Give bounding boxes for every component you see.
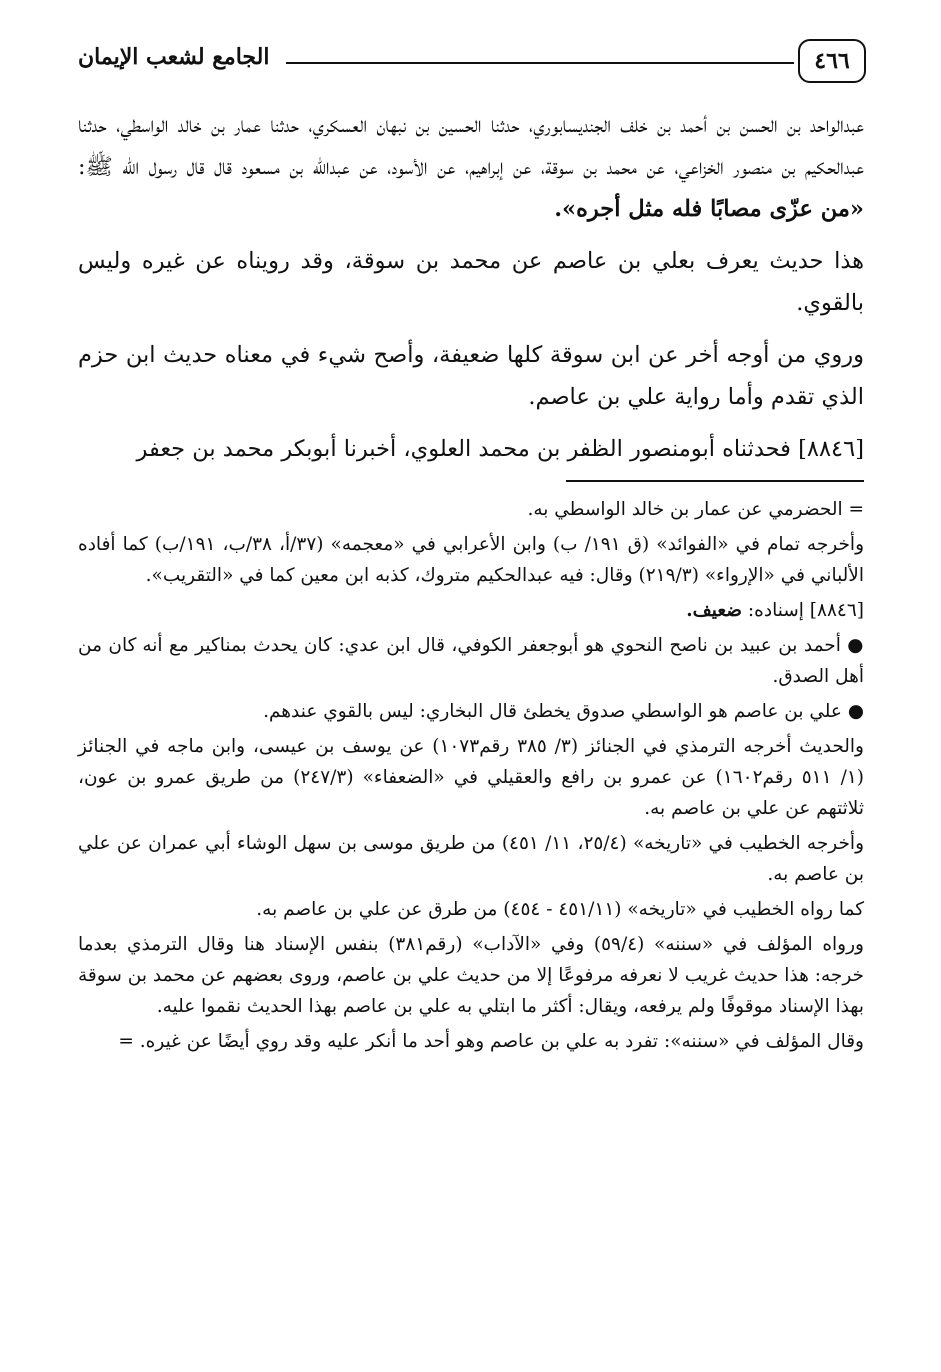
paragraph-3 <box>78 334 864 418</box>
note-2 <box>78 529 864 591</box>
note-6-line1: والحديث أخرجه الترمذي في الجنائز (٣/ ٣٨٥ رقم١٠٧٣) عن يوسف بن عيسى، وابن ماجه <box>167 736 864 757</box>
para4-line1: [٨٨٤٦] فحدثناه أبومنصور الظفر بن محمد العلوي، أخبرنا أبوبكر محمد بن جعفر <box>136 436 864 462</box>
note-7-line2: عمران عن علي بن عاصم به. <box>78 833 864 885</box>
para1-line4-prefix: الله ﷺ: <box>78 154 140 180</box>
page-header <box>78 32 864 90</box>
paragraph-4 <box>78 428 864 470</box>
note-9-line1: ورواه المؤلف في «سننه» (٥٩/٤) وفي «الآداب» (رقم٣٨١) بنفس الإسناد هنا وقال الترمذي <box>127 934 864 955</box>
book-title: الجامع لشعب الإيمان <box>78 44 270 70</box>
main-text <box>78 104 864 470</box>
note-2-line3: معين كما في «التقريب». <box>145 565 339 586</box>
note-6 <box>78 731 864 824</box>
hadith-quote: «من عزّى مصابًا فله مثل أجره». <box>554 196 864 222</box>
note-7 <box>78 828 864 890</box>
para1-line3: عن محمد بن سوقة، عن إبراهيم، عن الأسود، عن عبدالله بن مسعود قال قال رسول <box>148 154 665 180</box>
note-3 <box>78 595 864 626</box>
footnotes <box>78 494 864 1057</box>
page-number: ٤٦٦ <box>814 48 850 74</box>
note-4-line1: ● أحمد بن عبيد بن ناصح النحوي هو أبوجعفر الكوفي، قال ابن عدي: كان يحدث بمناكير مع <box>168 635 864 656</box>
note-9 <box>78 929 864 1022</box>
para3-line1: وروي من أوجه أخر عن ابن سوقة كلها ضعيفة، وأصح شيء في معناه حديث <box>163 342 864 368</box>
note-4 <box>78 630 864 692</box>
document-page <box>78 32 864 1352</box>
note-3-label: [٨٨٤٦] إسناده: <box>747 600 864 621</box>
note-6-line2: في الجنائز (١/ ٥١١ رقم١٦٠٢) عن عمرو بن رافع والعقيلي في «الضعفاء» (٢٤٧/٣) من <box>78 736 864 788</box>
note-6-line3: طريق عمرو بن عون، ثلاثتهم عن علي بن عاصم به. <box>78 767 864 819</box>
header-rule <box>286 62 794 64</box>
para2-line2: وليس بالقوي. <box>78 248 864 316</box>
note-5: ● علي بن عاصم هو الواسطي صدوق يخطئ قال البخاري: ليس بالقوي عندهم. <box>263 701 864 722</box>
note-3-value: ضعيف. <box>686 600 743 621</box>
note-7-line1: وأخرجه الخطيب في «تاريخه» (٢٥/٤، ١١/ ٤٥١) من طريق موسى بن سهل الوشاء أبي <box>205 833 865 854</box>
para1-line1: عبدالواحد بن الحسن بن أحمد بن خلف الجنديسابوري، حدثنا الحسين بن نبهان <box>376 112 865 138</box>
note-9-line2: بعدما خرجه: هذا حديث غريب لا نعرفه مرفوعًا إلا من حديث علي بن عاصم، وروى <box>78 934 864 986</box>
note-10: وقال المؤلف في «سننه»: تفرد به علي بن عاصم وهو أحد ما أنكر عليه وقد روي أيضًا عن غيره. = <box>118 1031 864 1052</box>
para1-line2: العسكري، حدثنا عمار بن خالد الواسطي، حدثنا عبدالحكيم بن منصور الخزاعي، <box>78 112 865 180</box>
note-4-line2: أنه كان من أهل الصدق. <box>78 635 864 687</box>
note-2-line1: وأخرجه تمام في «الفوائد» (ق ١٩١/ ب) وابن الأعرابي في «معجمه» (٣٧/أ، ٣٨/ب، <box>222 534 865 555</box>
para2-line1: هذا حديث يعرف بعلي بن عاصم عن محمد بن سوقة، وقد رويناه عن غيره <box>141 248 865 274</box>
note-9-line4: عاصم بهذا الحديث نقموا عليه. <box>156 996 388 1017</box>
note-1: = الحضرمي عن عمار بن خالد الواسطي به. <box>527 499 864 520</box>
footnote-separator <box>566 480 864 482</box>
para3-line2: ابن حزم الذي تقدم وأما رواية علي بن عاصم. <box>78 342 864 410</box>
page-number-box <box>798 39 866 83</box>
paragraph-2 <box>78 240 864 324</box>
note-8: كما رواه الخطيب في «تاريخه» (٤٥١/١١ - ٤٥٤) من طرق عن علي بن عاصم به. <box>256 899 864 920</box>
note-2-line2: ١٩١/ب) كما أفاده الألباني في «الإرواء» (٢١٩/٣) وقال: فيه عبدالحكيم متروك، كذبه ابن <box>78 534 864 586</box>
paragraph-1 <box>78 104 864 230</box>
note-9-line3: بعضهم عن محمد بن سوقة بهذا الإسناد موقوفًا ولم يرفعه، ويقال: أكثر ما ابتلي به علي بن <box>78 965 864 1017</box>
